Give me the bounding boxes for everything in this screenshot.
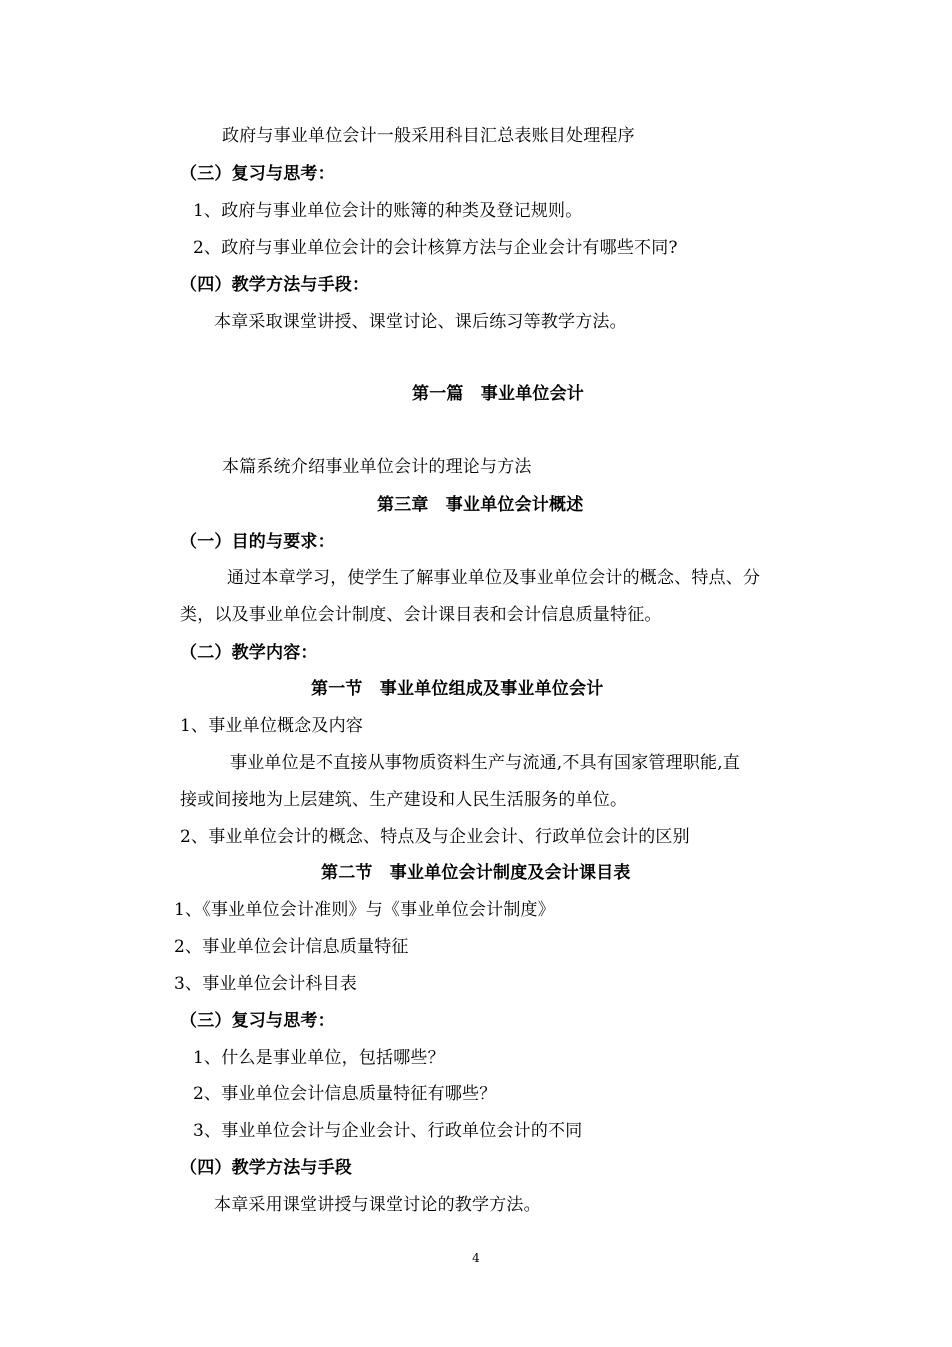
subsection-title: 第一节 事业单位组成及事业单位会计 xyxy=(311,679,604,699)
section-heading: （二）教学内容： xyxy=(180,643,318,663)
list-item: 1、事业单位概念及内容 xyxy=(180,716,364,736)
body-text: 本篇系统介绍事业单位会计的理论与方法 xyxy=(222,457,532,477)
section-heading: （四）教学方法与手段 xyxy=(180,1158,352,1178)
body-text: 本章采用课堂讲授与课堂讨论的教学方法。 xyxy=(214,1195,541,1215)
list-item: 2、事业单位会计信息质量特征 xyxy=(174,937,409,957)
body-text: 接或间接地为上层建筑、生产建设和人民生活服务的单位。 xyxy=(180,790,628,810)
section-heading: （一）目的与要求： xyxy=(180,532,335,552)
section-heading: （三）复习与思考： xyxy=(180,164,335,184)
list-item: 3、事业单位会计与企业会计、行政单位会计的不同 xyxy=(193,1121,583,1141)
body-text: 类，以及事业单位会计制度、会计课目表和会计信息质量特征。 xyxy=(180,605,662,625)
list-item: 2、事业单位会计的概念、特点及与企业会计、行政单位会计的区别 xyxy=(180,827,690,847)
body-text: 政府与事业单位会计一般采用科目汇总表账目处理程序 xyxy=(222,126,635,146)
section-heading: （三）复习与思考： xyxy=(180,1011,335,1031)
body-text: 通过本章学习，使学生了解事业单位及事业单位会计的概念、特点、分 xyxy=(227,568,761,588)
part-title: 第一篇 事业单位会计 xyxy=(412,384,584,404)
subsection-title: 第二节 事业单位会计制度及会计课目表 xyxy=(321,863,631,883)
chapter-title: 第三章 事业单位会计概述 xyxy=(377,495,584,515)
list-item: 1、《事业单位会计准则》与《事业单位会计制度》 xyxy=(174,900,555,920)
list-item: 2、政府与事业单位会计的会计核算方法与企业会计有哪些不同? xyxy=(193,238,678,258)
body-text: 事业单位是不直接从事物质资料生产与流通,不具有国家管理职能,直 xyxy=(230,753,741,773)
list-item: 1、政府与事业单位会计的账簿的种类及登记规则。 xyxy=(193,201,583,221)
list-item: 3、事业单位会计科目表 xyxy=(174,974,358,994)
list-item: 1、什么是事业单位，包括哪些？ xyxy=(193,1048,445,1068)
list-item: 2、事业单位会计信息质量特征有哪些？ xyxy=(193,1084,497,1104)
section-heading: （四）教学方法与手段： xyxy=(180,275,370,295)
page-number: 4 xyxy=(472,1251,480,1265)
body-text: 本章采取课堂讲授、课堂讨论、课后练习等教学方法。 xyxy=(214,312,627,332)
